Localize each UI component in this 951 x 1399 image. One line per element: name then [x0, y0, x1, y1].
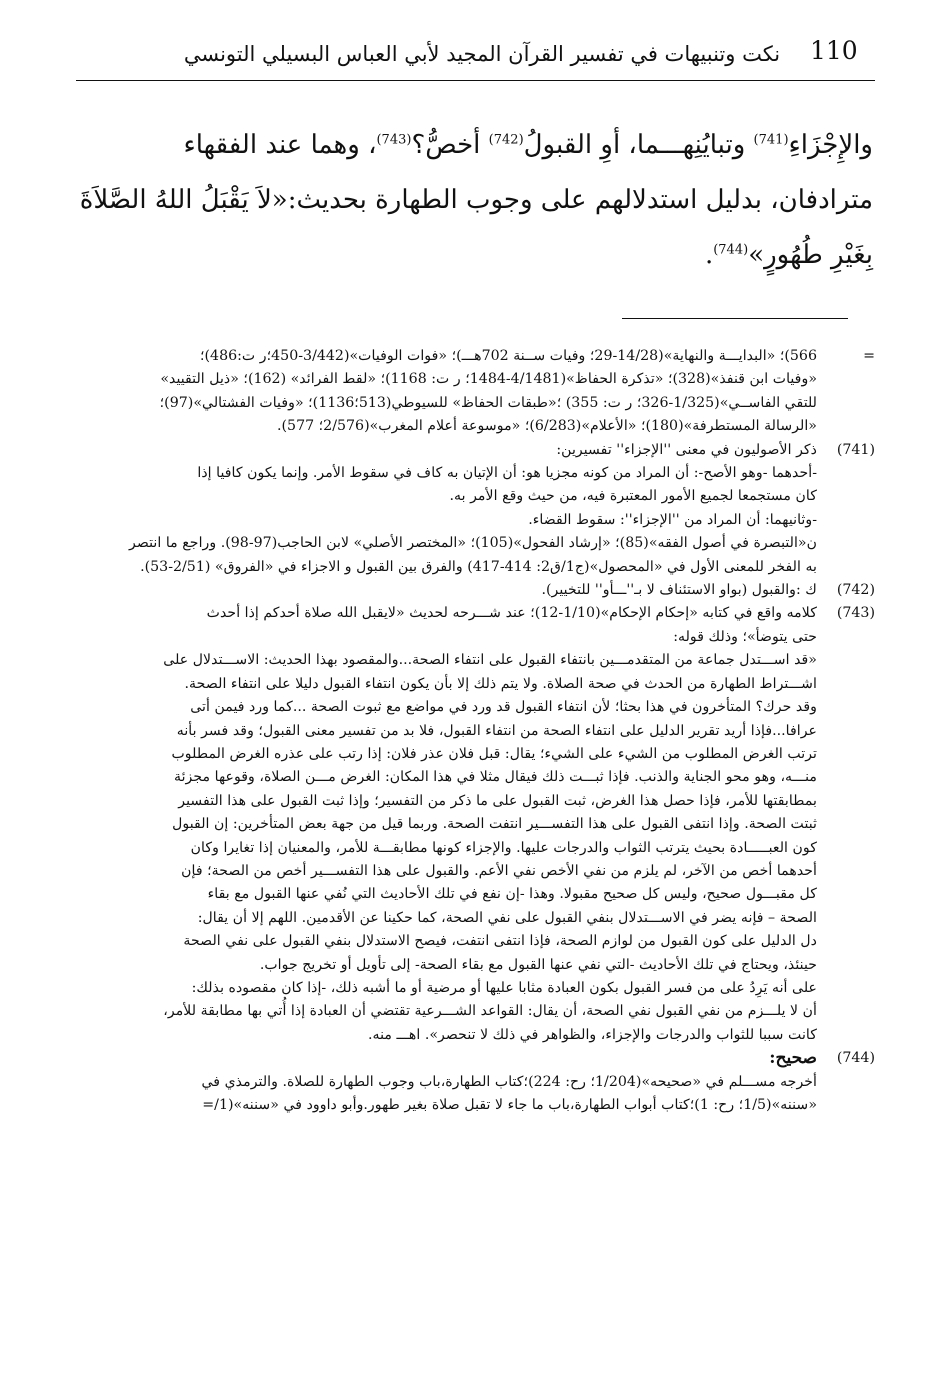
footnote-line: ذكر الأصوليون في معنى ''الإجزاء'' تفسيرين:	[556, 441, 817, 458]
footnote-line: الصحة – فإنه يضر في الاســـتدلال بنفي القبول على نفي الصحة، كما حكينا عن الأقدمين. اللهم إلا أن يقال:	[197, 909, 817, 926]
footnote-continuation	[64, 345, 875, 439]
footnote-line: للتقي الفاســي»(1/325-326؛ ر ت: 355) ؛«طبقات الحفاظ» للسيوطي(513؛1136)؛ «وفيات الفشتالي»(97)؛	[159, 394, 817, 411]
footnote-line: «الرسالة المستطرفة»(180)؛ «الأعلام»(6/283)؛ «موسوعة أعلام المغرب»(2/576؛ 577).	[277, 418, 817, 435]
page-number: 110	[810, 36, 858, 65]
footnote-line: «قد اســـتدل جماعة من المتقدمـــين بانتفاء القبول على انتفاء الصحة...والمقصود بهذا الحديث: الاســـتدلال على	[163, 652, 817, 669]
footnote-line: 566)؛ «البدايـــة والنهاية»(14/28-29؛ وفيات ســنة 702هـــ)؛ «فوات الوفيات»(3/442-450؛ر ت:486)؛	[200, 348, 817, 364]
footnote-ref-743[interactable]: (743)	[376, 132, 412, 148]
footnote-744	[64, 1047, 875, 1117]
main-line-1	[74, 118, 873, 173]
main-line-1-part-c: أخصُّ؟	[411, 130, 489, 160]
footnote-line: كل مقبـــول صحيح، وليس كل صحيح مقبولا. وهذا -إن نفع في تلك الأحاديث التي نُفي عنها القبول مع بقاء	[207, 886, 817, 903]
running-header	[118, 42, 846, 72]
footnote-line: ك :والقبول (بواو الاستئناف لا بـ''ـــأو'' للتخيير).	[541, 582, 817, 599]
footnote-line: أن لا يلـــزم من نفي القبول نفي الصحة، أن يقال: القواعد الشـــرعية تقتضي أن العبادة إذا أُتي بها مطابقة للأمر،	[163, 1003, 817, 1020]
footnote-line: حينئذ، ويحتاج في تلك الأحاديث -التي نفي عنها القبول مع بقاء الصحة- إلى تأويل أو تخريج جواب.	[259, 956, 817, 973]
footnote-line: ثبتت الصحة. وإذا انتفى القبول على هذا التفســـير انتفت الصحة. وربما قيل من جهة بعض المتأخرين: إن القبول	[172, 816, 817, 833]
footnote-line: «وفيات ابن قنفذ»(328)؛ «تذكرة الحفاظ»(4/1481-1484؛ ر ت: 1168)؛ «لقط الفرائد» (162)؛ «ذيل التقييد»	[160, 371, 817, 388]
footnote-separator	[622, 318, 848, 319]
main-line-3-part-b: .	[704, 240, 714, 270]
running-title: نكت وتنبيهات في تفسير القرآن المجيد لأبي العباس البسيلي التونسي	[183, 42, 781, 66]
footnote-ref-741[interactable]: (741)	[753, 132, 789, 148]
main-line-3	[74, 228, 873, 283]
footnote-line: منـــه، وهو محو الجناية والذنب. فإذا ثبـــت ذلك فيقال مثلا في هذا المكان: الغرض مـــن الصلاة، وقوعها مجزئة	[173, 769, 817, 786]
footnote-marker: (744)	[836, 1050, 875, 1067]
footnote-line: -أحدهما -وهو الأصح-: أن المراد من كونه مجزيا هو: أن الإتيان به كاف في سقوط الأمر. وإنما يكون كافيا إذا	[197, 465, 817, 482]
footnote-line: -وثانيهما: أن المراد من ''الإجزاء'': سقوط القضاء.	[528, 511, 817, 528]
footnote-line: وقد حرك؟ المتأخرون في هذا بحثا؛ لأن انتفاء القبول قد ورد في مواضع مع ثبوت الصحة ...كما ورد فيمن أتى	[190, 699, 817, 716]
footnote-heading: صحيح:	[769, 1048, 817, 1069]
footnote-marker: =	[863, 348, 875, 364]
footnote-741	[64, 439, 875, 579]
footnote-line: به الفخر للمعنى الأول في «المحصول»(ج1/ق2: 414-417) والفرق بين القبول و الاجزاء في «الفروق» (2/51-53).	[140, 558, 817, 575]
footnote-marker: (743)	[836, 605, 875, 622]
footnote-line: بمطابقتها للأمر، فإذا حصل هذا الغرض، ثبت القبول على ما ذكر من التفسير؛ وإذا ثبت القبول على هذا التفسير	[178, 792, 817, 809]
footnote-marker: (742)	[836, 582, 875, 599]
footnote-742	[64, 579, 875, 602]
footnote-ref-744[interactable]: (744)	[713, 242, 749, 258]
footnote-line: ن«التبصرة في أصول الفقه»(85)؛ «إرشاد الفحول»(105)؛ «المختصر الأصلي» لابن الحاجب(97-98). وراجع ما انتصر	[129, 535, 817, 552]
footnote-marker: (741)	[836, 441, 875, 458]
main-line-2: مترادفان، بدليل استدلالهم على وجوب الطهارة بحديث:«لاَ يَقْبَلُ اللهُ الصَّلاَةَ	[79, 185, 873, 215]
header-rule	[76, 80, 875, 81]
footnote-line: اشـــتراط الطهارة من الحدث في صحة الصلاة. ولا يتم ذلك إلا بأن يكون انتفاء القبول دليلا على انتفاء الصحة.	[184, 675, 817, 692]
footnote-line: حتى يتوضأ»؛ وذلك قوله:	[673, 628, 817, 645]
footnote-line: «سننه»(1/5؛ رح: 1)؛كتاب أبواب الطهارة،باب ما جاء لا تقبل صلاة بغير طهور.وأبو داوود في «سننه»(1/=	[202, 1097, 817, 1113]
footnote-line: كان مستجمعا لجميع الأمور المعتبرة فيه، من حيث وقع الأمر به.	[449, 488, 817, 505]
footnote-line: دل الدليل على كون القبول من لوازم الصحة، فإذا انتفى انتفت، فيصح الاستدلال بنفي القبول على نفي الصحة	[183, 933, 817, 950]
footnote-line: على أنه يَرِدُ على من فسر القبول بكون العبادة مثابا عليها أو مرضية أو ما أشبه ذلك، -إذا كان مقصوده بذلك:	[191, 979, 817, 996]
footnote-line: أحدهما أخص من الآخر، لم يلزم من نفي الأخص نفي الأعم. والقبول على هذا التفســـير أخص من الصحة؛ فإن	[181, 862, 817, 879]
main-text	[74, 118, 873, 283]
footnote-line: كلامه واقع في كتابه «إحكام الإحكام»(1/10-12)؛ عند شـــرحه لحديث «لايقبل الله صلاة أحدكم إذا أحدث	[206, 605, 817, 622]
main-line-1-part-d: ، وهما عند الفقهاء	[183, 130, 377, 160]
footnote-743	[64, 602, 875, 1047]
footnote-line: ترتب الغرض المطلوب من الشيء على الشيء؛ يقال: قبل فلان عذر فلان: إذا رتب على عذره الغرض المطلوب	[171, 745, 817, 762]
main-line-1-part-a: والإِجْزَاءِ	[788, 130, 873, 160]
footnote-ref-742[interactable]: (742)	[488, 132, 524, 148]
footnote-line: كانت سببا للثواب والدرجات والإجزاء، والظواهر في ذلك لا تنحصر». اهـــ منه.	[367, 1026, 817, 1043]
main-line-1-part-b: وتبايُنِهـــما، أوِ القبولُ	[523, 130, 754, 160]
footnote-line: عرافا...فإذا أريد تقرير الدليل على انتفاء الصحة من انتفاء القبول، فلا بد من تفسير معنى القبول؛ وقد فسر بأنه	[176, 722, 817, 739]
main-line-3-part-a: بِغَيْرِ طُهُورٍ»	[748, 240, 873, 270]
footnote-line: كون العبـــــادة بحيث يترتب الثواب والدرجات عليها. والإجزاء كونها مطابقـــة للأمر، والمعنيان إذا تغايرا وكان	[190, 839, 817, 856]
footnote-line: أخرجه مســـلم في «صحيحه»(1/204؛ رح: 224)؛كتاب الطهارة،باب وجوب الطهارة للصلاة. والترمذي في	[201, 1073, 817, 1090]
footnotes	[64, 345, 875, 1117]
